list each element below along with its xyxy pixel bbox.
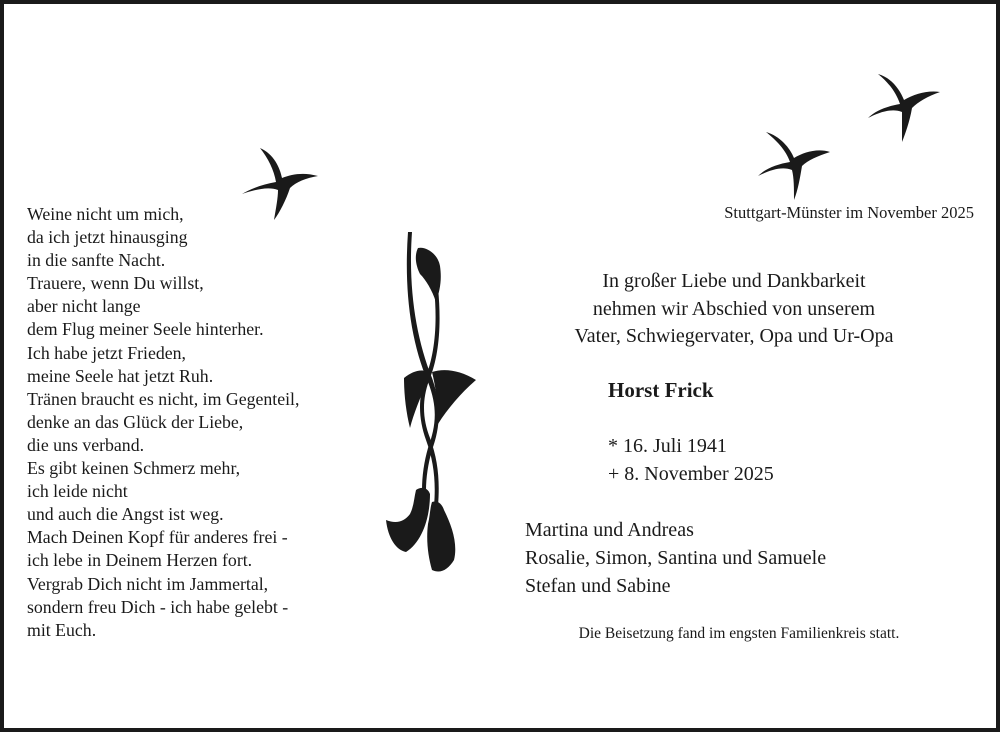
intro-line: In großer Liebe und Dankbarkeit: [602, 270, 866, 292]
intro-line: nehmen wir Abschied von unserem: [592, 297, 876, 320]
poem-line: aber nicht lange: [27, 296, 141, 317]
poem-line: Trauere, wenn Du willst,: [27, 273, 204, 294]
poem-line: da ich jetzt hinausging: [27, 227, 188, 248]
place-date: Stuttgart-Münster im November 2025: [724, 203, 974, 222]
poem-line: mit Euch.: [27, 619, 97, 640]
poem-line: meine Seele hat jetzt Ruh.: [27, 365, 214, 386]
family-line: Stefan und Sabine: [525, 575, 671, 597]
poem-line: Es gibt keinen Schmerz mehr,: [27, 458, 241, 479]
intro-text: [504, 268, 964, 351]
deceased-name: Horst Frick: [608, 378, 714, 402]
bird-icon: [756, 130, 832, 202]
dancing-figures-sculpture-icon: [382, 228, 484, 576]
burial-note: Die Beisetzung fand im engsten Familienkreis statt.: [578, 625, 900, 642]
family-list: [525, 516, 826, 600]
poem-line: Vergrab Dich nicht im Jammertal,: [27, 573, 269, 594]
poem-line: Tränen braucht es nicht, im Gegenteil,: [27, 388, 300, 409]
poem-line: in die sanfte Nacht.: [27, 250, 166, 271]
birth-date: * 16. Juli 1941: [608, 435, 727, 457]
life-dates: [608, 433, 774, 488]
poem-line: Mach Deinen Kopf für anderes frei -: [27, 527, 288, 548]
family-line: Martina und Andreas: [525, 519, 694, 541]
poem-line: und auch die Angst ist weg.: [27, 504, 224, 525]
poem: [27, 203, 367, 642]
poem-line: ich leide nicht: [27, 481, 128, 502]
intro-line: Vater, Schwiegervater, Opa und Ur-Opa: [574, 325, 894, 347]
death-date: + 8. November 2025: [608, 462, 774, 485]
poem-line: ich lebe in Deinem Herzen fort.: [27, 550, 253, 571]
poem-line: denke an das Glück der Liebe,: [27, 411, 244, 432]
poem-line: Weine nicht um mich,: [27, 204, 184, 224]
poem-line: sondern freu Dich - ich habe gelebt -: [27, 596, 289, 617]
bird-icon: [866, 72, 942, 144]
poem-line: Ich habe jetzt Frieden,: [27, 342, 186, 363]
poem-line: dem Flug meiner Seele hinterher.: [27, 319, 264, 340]
poem-line: die uns verband.: [27, 434, 145, 455]
family-line: Rosalie, Simon, Santina und Samuele: [525, 547, 827, 569]
